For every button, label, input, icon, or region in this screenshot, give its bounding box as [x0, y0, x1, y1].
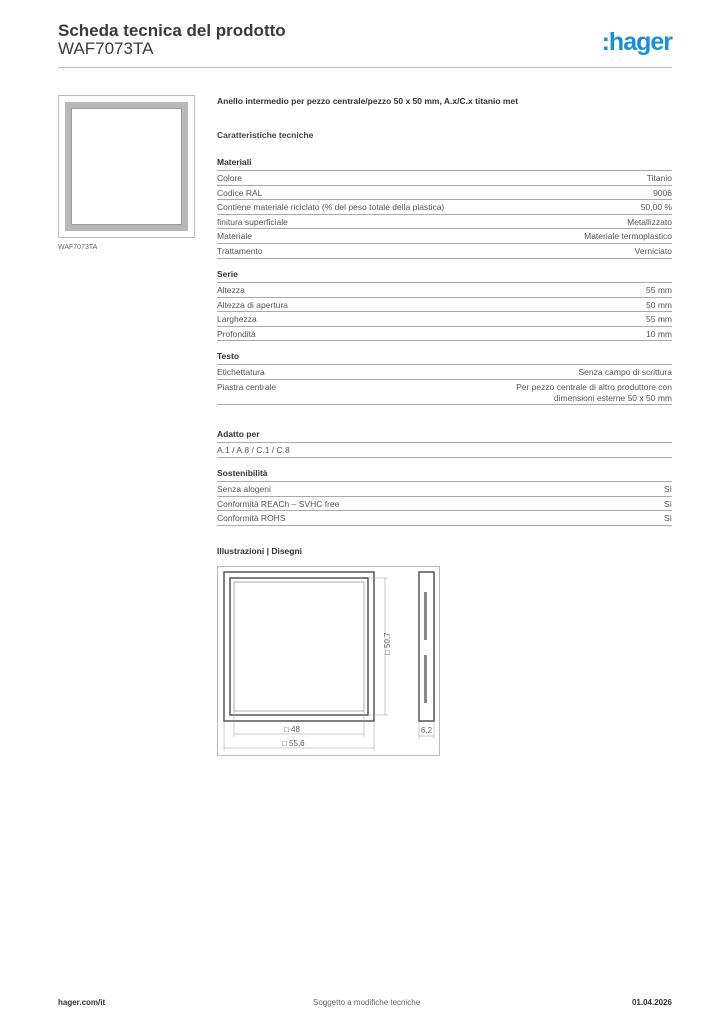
characteristics-heading: Caratteristiche tecniche	[217, 130, 314, 140]
spec-label: Trattamento	[217, 245, 263, 256]
spec-value: Titanio	[646, 173, 672, 183]
product-image	[58, 95, 195, 238]
spec-row	[217, 365, 672, 380]
spec-row	[217, 171, 672, 186]
spec-label: Profondità	[217, 328, 256, 339]
spec-row	[217, 283, 672, 298]
spec-label: Codice RAL	[217, 187, 263, 198]
spec-row	[217, 298, 672, 313]
spec-value: Senza campo di scrittura	[578, 367, 672, 377]
section-title: Adatto per	[217, 429, 672, 443]
spec-value: 55 mm	[646, 285, 672, 295]
spec-value: 9006	[653, 187, 672, 198]
spec-row	[217, 380, 672, 405]
footer-site-link[interactable]: hager.com/it	[58, 998, 106, 1007]
spec-label: Conformità ROHS	[217, 513, 286, 524]
spec-row	[217, 215, 672, 230]
dim-depth: 6,2	[421, 726, 433, 735]
product-description: Anello intermedio per pezzo centrale/pezzo 50 x 50 mm, A.x/C.x titanio met	[217, 96, 519, 106]
spec-row	[217, 312, 672, 327]
spec-value: Sì	[663, 498, 672, 509]
spec-label: Altezza di apertura	[217, 299, 288, 310]
spec-row	[217, 200, 672, 215]
dim-height: □ 50,7	[383, 632, 392, 655]
spec-label: A.1 / A.8 / C.1 / C.8	[217, 445, 290, 455]
spec-value: 10 mm	[646, 328, 672, 339]
spec-row	[217, 443, 672, 458]
spec-label: Contiene materiale riciclato (% del peso totale della plastica)	[217, 202, 445, 213]
spec-label: Altezza	[217, 285, 245, 295]
section-3	[217, 429, 672, 458]
spec-label: finitura superficiale	[217, 216, 288, 227]
spec-label: Etichettatura	[217, 367, 265, 377]
spec-row	[217, 244, 672, 259]
spec-label: Piastra centrale	[217, 381, 277, 392]
spec-label: Larghezza	[217, 314, 257, 325]
spec-row	[217, 482, 672, 497]
section-title: Materiali	[217, 157, 672, 171]
technical-drawing	[217, 566, 440, 756]
section-0	[217, 157, 672, 259]
dim-outer: □ 55,6	[282, 739, 305, 748]
section-1	[217, 269, 672, 341]
product-code: WAF7073TA	[58, 39, 154, 58]
spec-value: Sì	[663, 513, 672, 524]
spec-row	[217, 497, 672, 512]
spec-row	[217, 327, 672, 342]
section-title: Serie	[217, 269, 672, 283]
section-2	[217, 351, 672, 405]
spec-row	[217, 511, 672, 526]
section-title: Sostenibilità	[217, 468, 672, 482]
spec-label: Materiale	[217, 231, 252, 242]
spec-value: 50,00 %	[640, 202, 672, 213]
spec-value: Per pezzo centrale di altro produttore con dimensioni esterne 50 x 50 mm	[516, 381, 672, 403]
spec-value: Sì	[663, 484, 672, 494]
dim-inner: □ 48	[284, 725, 300, 734]
spec-row	[217, 186, 672, 201]
footer-note: Soggetto a modifiche tecniche	[313, 998, 421, 1007]
illustrations-heading: Illustrazioni | Disegni	[217, 546, 303, 556]
image-caption: WAF7073TA	[58, 244, 98, 251]
spec-row	[217, 229, 672, 244]
spec-label: Senza alogeni	[217, 484, 271, 494]
spec-value: 55 mm	[646, 314, 672, 325]
section-4	[217, 468, 672, 526]
spec-label: Conformità REACh – SVHC free	[217, 498, 340, 509]
footer-date: 01.04.2026	[631, 998, 672, 1007]
hager-logo: :hager	[601, 28, 672, 56]
spec-value: Metallizzato	[627, 216, 672, 227]
spec-value: Verniciato	[634, 245, 672, 256]
header-divider	[58, 67, 672, 68]
section-title: Testo	[217, 351, 672, 365]
spec-value: Materiale termoplastico	[584, 231, 672, 242]
spec-label: Colore	[217, 173, 243, 183]
page-title: Scheda tecnica del prodotto	[58, 21, 286, 40]
spec-value: 50 mm	[646, 299, 672, 310]
